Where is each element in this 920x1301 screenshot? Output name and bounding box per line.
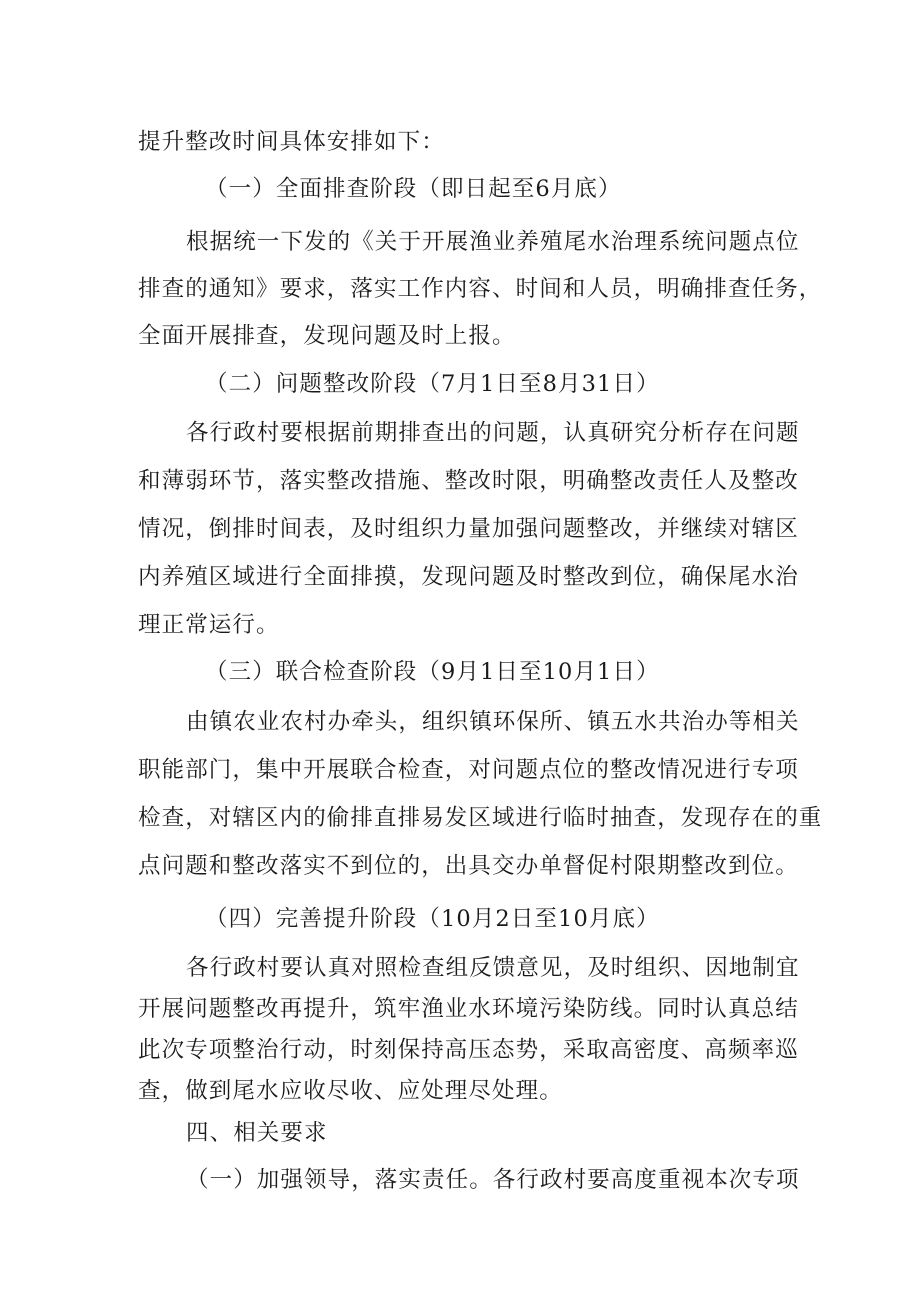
section-heading-2: （二）问题整改阶段（7月1日至8月31日） (205, 371, 660, 397)
paragraph-line: 全面开展排查，发现问题及时上报。 (138, 323, 516, 349)
paragraph-line: 开展问题整改再提升，筑牢渔业水环境污染防线。同时认真总结 (138, 996, 799, 1022)
paragraph-line: 查，做到尾水应收尽收、应处理尽处理。 (138, 1078, 563, 1104)
paragraph-line: （一）加强领导，落实责任。各行政村要高度重视本次专项 (186, 1167, 800, 1193)
paragraph-line: 各行政村要根据前期排查出的问题，认真研究分析存在问题 (186, 420, 800, 446)
paragraph-line: 点问题和整改落实不到位的，出具交办单督促村限期整改到位。 (138, 853, 799, 879)
section-heading-4: （四）完善提升阶段（10月2日至10月底） (205, 906, 660, 932)
paragraph-line: 职能部门，集中开展联合检查，对问题点位的整改情况进行专项 (138, 757, 799, 783)
paragraph-line: 检查，对辖区内的偷排直排易发区域进行临时抽查，发现存在的重 (138, 805, 823, 831)
paragraph-line: 情况，倒排时间表，及时组织力量加强问题整改，并继续对辖区 (138, 516, 799, 542)
paragraph-line: 由镇农业农村办牵头，组织镇环保所、镇五水共治办等相关 (186, 709, 800, 735)
paragraph-intro: 提升整改时间具体安排如下： (138, 129, 445, 155)
paragraph-line: 排查的通知》要求，落实工作内容、时间和人员，明确排查任务， (138, 276, 823, 302)
paragraph-line: 内养殖区域进行全面排摸，发现问题及时整改到位，确保尾水治 (138, 564, 799, 590)
paragraph-line: 理正常运行。 (138, 612, 280, 638)
paragraph-line: 根据统一下发的《关于开展渔业养殖尾水治理系统问题点位 (186, 229, 800, 255)
paragraph-line: 此次专项整治行动，时刻保持高压态势，采取高密度、高频率巡 (138, 1037, 799, 1063)
paragraph-line: 各行政村要认真对照检查组反馈意见，及时组织、因地制宜 (186, 955, 800, 981)
section-heading-3: （三）联合检查阶段（9月1日至10月1日） (205, 659, 660, 685)
section-heading-requirements: 四、相关要求 (186, 1120, 328, 1146)
section-heading-1: （一）全面排查阶段（即日起至6月底） (205, 176, 622, 202)
paragraph-line: 和薄弱环节，落实整改措施、整改时限，明确整改责任人及整改 (138, 468, 799, 494)
